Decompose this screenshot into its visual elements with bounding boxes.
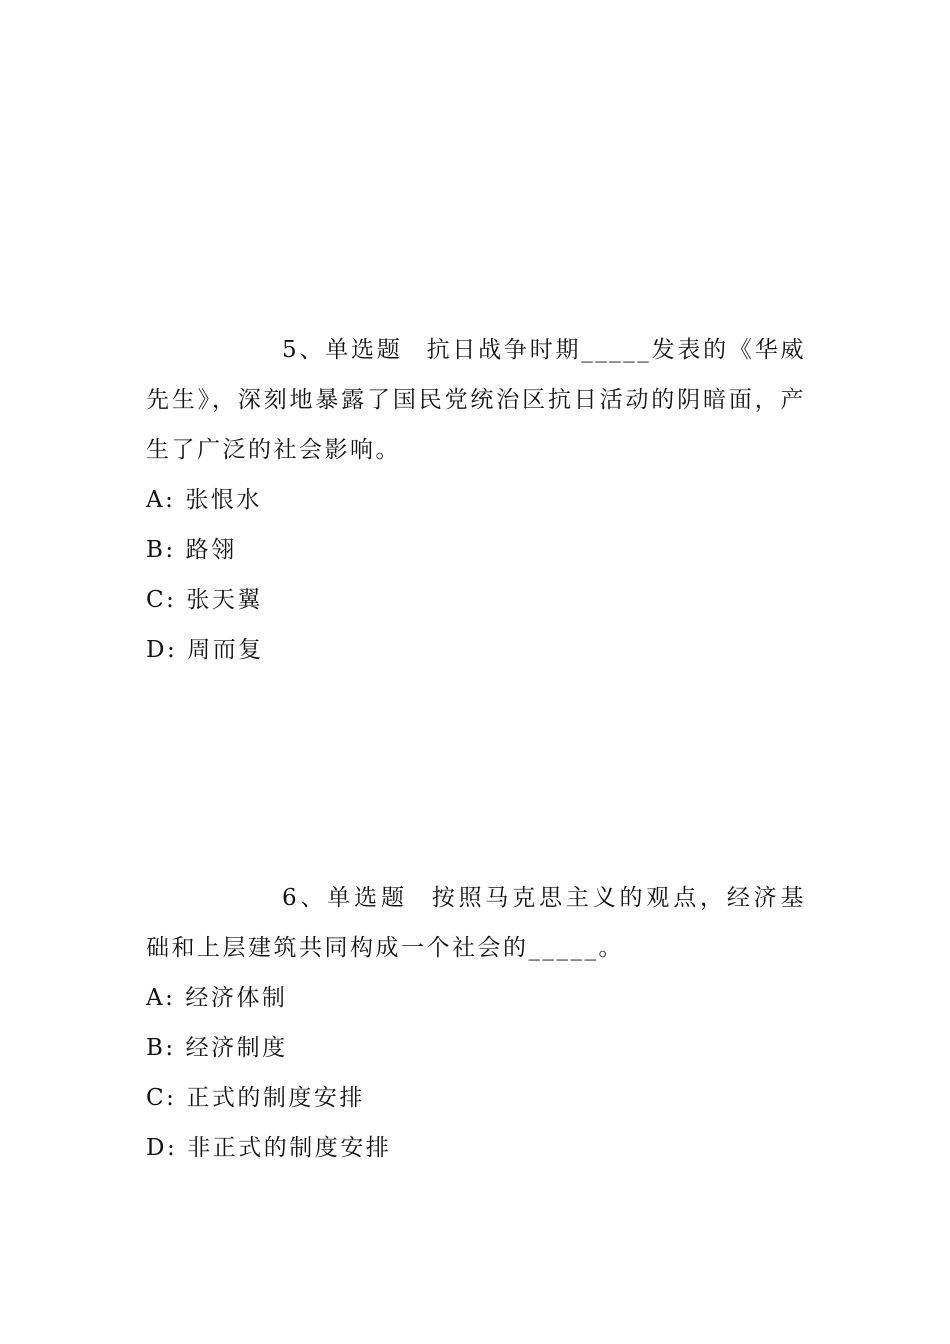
option-text: 正式的制度安排: [186, 1085, 365, 1111]
option-separator: :: [165, 985, 176, 1011]
option-a[interactable]: [146, 475, 806, 525]
option-key: B: [146, 1035, 166, 1061]
option-key: A: [146, 487, 166, 513]
option-c[interactable]: [146, 1073, 806, 1123]
option-b[interactable]: [146, 1023, 806, 1073]
question-stem: [146, 873, 806, 973]
option-d[interactable]: [146, 625, 806, 675]
option-key: C: [146, 587, 167, 613]
option-b[interactable]: [146, 525, 806, 575]
option-text: 经济制度: [185, 1035, 288, 1061]
option-key: A: [146, 985, 166, 1011]
question-number: 6、: [282, 885, 328, 911]
option-separator: :: [166, 587, 177, 613]
option-d[interactable]: [146, 1123, 806, 1173]
option-text: 张天翼: [186, 587, 263, 613]
question-type: 单选题: [327, 885, 408, 911]
option-separator: :: [166, 1085, 177, 1111]
option-c[interactable]: [146, 575, 806, 625]
option-key: B: [146, 537, 166, 563]
question-5: [146, 325, 806, 675]
option-separator: :: [165, 487, 176, 513]
question-stem: [146, 325, 806, 475]
option-text: 经济体制: [185, 985, 288, 1011]
option-separator: :: [165, 1035, 176, 1061]
option-key: D: [146, 1135, 167, 1161]
question-text: 按照马克思主义的观点，经济基础和上层建筑共同构成一个社会的_____。: [146, 885, 807, 961]
question-type: 单选题: [325, 337, 403, 363]
option-text: 非正式的制度安排: [187, 1135, 392, 1161]
question-number: 5、: [282, 337, 326, 363]
option-text: 张恨水: [185, 487, 262, 513]
option-list: [146, 973, 806, 1173]
option-text: 周而复: [187, 637, 264, 663]
option-key: D: [146, 637, 167, 663]
option-list: [146, 475, 806, 675]
option-text: 路翎: [185, 537, 237, 563]
question-text: 抗日战争时期_____发表的《华威先生》，深刻地暴露了国民党统治区抗日活动的阴暗面，产生了广泛的社会影响。: [146, 337, 807, 463]
question-6: [146, 873, 806, 1173]
option-separator: :: [165, 537, 176, 563]
option-separator: :: [166, 1135, 178, 1161]
option-key: C: [146, 1085, 167, 1111]
option-a[interactable]: [146, 973, 806, 1023]
option-separator: :: [166, 637, 178, 663]
